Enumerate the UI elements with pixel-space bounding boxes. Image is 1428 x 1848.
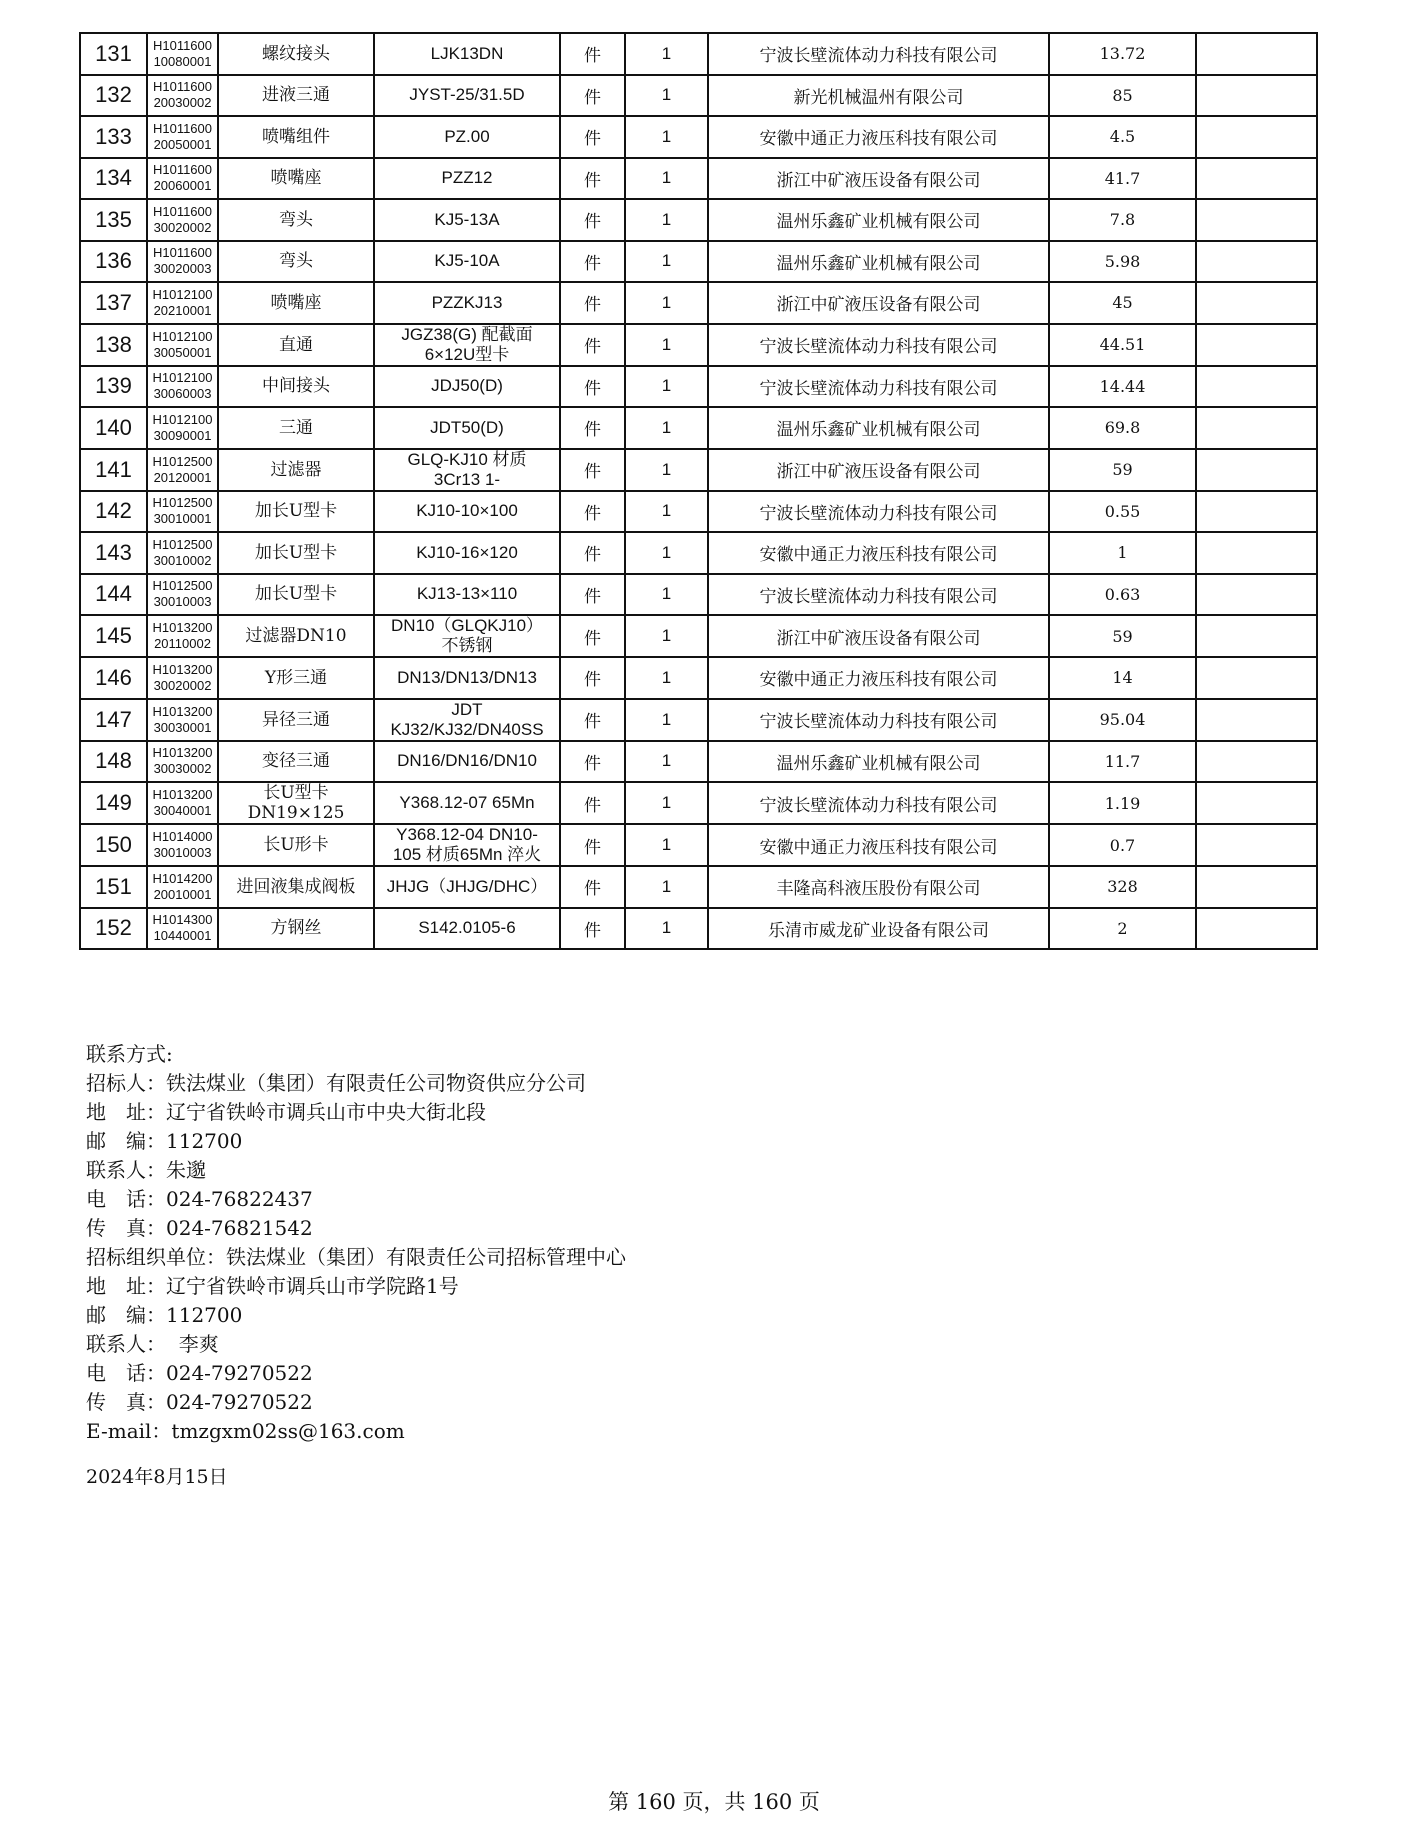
remark-cell — [1196, 699, 1317, 741]
material-code-line: H1013200 — [152, 661, 213, 677]
table-row — [80, 491, 1317, 533]
table-row — [80, 657, 1317, 699]
item-quantity: 1 — [625, 908, 708, 950]
contact-line: 邮 编：112700 — [86, 1129, 243, 1153]
material-code — [147, 615, 218, 657]
remark-cell — [1196, 657, 1317, 699]
item-spec-line: KJ32/KJ32/DN40SS — [390, 719, 544, 739]
material-code-line: 20110002 — [154, 636, 211, 651]
material-code-line: 30010003 — [153, 594, 212, 610]
remark-cell — [1196, 449, 1317, 491]
item-quantity: 1 — [625, 33, 708, 75]
row-number: 152 — [80, 908, 147, 950]
table-row — [80, 33, 1317, 75]
contact-info — [86, 1040, 986, 1446]
item-spec — [374, 324, 560, 366]
material-code-line: 30030001 — [153, 719, 212, 735]
item-name: 直通 — [218, 324, 374, 366]
supplier-name: 温州乐鑫矿业机械有限公司 — [708, 741, 1049, 783]
item-unit: 件 — [560, 282, 625, 324]
item-spec — [374, 824, 560, 866]
row-number: 140 — [80, 407, 147, 449]
item-spec-line: GLQ-KJ10 材质 — [407, 449, 527, 469]
contact-line: 传 真：024-79270522 — [86, 1390, 313, 1414]
item-quantity: 1 — [625, 574, 708, 616]
material-code — [147, 491, 218, 533]
unit-price: 0.63 — [1049, 574, 1196, 616]
supplier-name: 宁波长壁流体动力科技有限公司 — [708, 324, 1049, 366]
table-row — [80, 741, 1317, 783]
item-name: 加长U型卡 — [218, 532, 374, 574]
material-code-line: 20030002 — [153, 95, 212, 111]
supplier-name: 安徽中通正力液压科技有限公司 — [708, 116, 1049, 158]
unit-price: 328 — [1049, 866, 1196, 908]
material-code — [147, 116, 218, 158]
item-spec — [374, 699, 560, 741]
remark-cell — [1196, 116, 1317, 158]
supplier-name: 浙江中矿液压设备有限公司 — [708, 449, 1049, 491]
item-unit: 件 — [560, 615, 625, 657]
item-spec: KJ13-13×110 — [374, 574, 560, 616]
item-name: 弯头 — [218, 241, 374, 283]
unit-price: 1 — [1049, 532, 1196, 574]
remark-cell — [1196, 782, 1317, 824]
material-code-line: H1011600 — [152, 203, 213, 219]
unit-price: 41.7 — [1049, 158, 1196, 200]
supplier-name: 浙江中矿液压设备有限公司 — [708, 282, 1049, 324]
unit-price: 4.5 — [1049, 116, 1196, 158]
material-code-line: H1013200 — [152, 745, 213, 761]
unit-price: 1.19 — [1049, 782, 1196, 824]
material-code-line: H1012500 — [152, 578, 213, 594]
item-quantity: 1 — [625, 491, 708, 533]
item-spec: PZZKJ13 — [374, 282, 560, 324]
item-unit: 件 — [560, 158, 625, 200]
remark-cell — [1196, 824, 1317, 866]
item-spec: JDJ50(D) — [374, 366, 560, 408]
material-code-line: 30020002 — [153, 219, 212, 235]
unit-price: 0.55 — [1049, 491, 1196, 533]
row-number: 148 — [80, 741, 147, 783]
material-code-line: 30010001 — [153, 511, 212, 527]
item-unit: 件 — [560, 866, 625, 908]
material-code-line: 20010001 — [153, 886, 212, 902]
item-quantity: 1 — [625, 282, 708, 324]
material-code-line: H1014200 — [152, 870, 213, 886]
supplier-name: 宁波长壁流体动力科技有限公司 — [708, 782, 1049, 824]
remark-cell — [1196, 199, 1317, 241]
material-code-line: H1013200 — [152, 787, 213, 802]
supplier-name: 宁波长壁流体动力科技有限公司 — [708, 33, 1049, 75]
material-code — [147, 199, 218, 241]
supplier-name: 宁波长壁流体动力科技有限公司 — [708, 699, 1049, 741]
item-name: 过滤器 — [218, 449, 374, 491]
item-spec — [374, 449, 560, 491]
item-name-line: 长U型卡 — [263, 783, 329, 803]
item-name: 螺纹接头 — [218, 33, 374, 75]
table-row — [80, 574, 1317, 616]
item-unit: 件 — [560, 532, 625, 574]
table-row — [80, 866, 1317, 908]
row-number: 145 — [80, 615, 147, 657]
row-number: 131 — [80, 33, 147, 75]
item-spec: KJ10-10×100 — [374, 491, 560, 533]
item-unit: 件 — [560, 699, 625, 741]
item-spec: KJ5-13A — [374, 199, 560, 241]
material-code-line: H1012500 — [152, 536, 213, 552]
item-quantity: 1 — [625, 782, 708, 824]
table-row — [80, 199, 1317, 241]
item-name: 喷嘴座 — [218, 282, 374, 324]
table-row — [80, 449, 1317, 491]
row-number: 143 — [80, 532, 147, 574]
contact-line: 电 话：024-79270522 — [86, 1361, 313, 1385]
row-number: 138 — [80, 324, 147, 366]
document-date: 2024年8月15日 — [86, 1466, 228, 1488]
unit-price: 69.8 — [1049, 407, 1196, 449]
unit-price: 0.7 — [1049, 824, 1196, 866]
item-spec: DN16/DN16/DN10 — [374, 741, 560, 783]
material-code-line: 20120001 — [153, 469, 212, 485]
item-spec: KJ10-16×120 — [374, 532, 560, 574]
unit-price: 2 — [1049, 908, 1196, 950]
remark-cell — [1196, 532, 1317, 574]
material-code — [147, 75, 218, 117]
table-row — [80, 324, 1317, 366]
item-quantity: 1 — [625, 615, 708, 657]
item-name: 过滤器DN10 — [218, 615, 374, 657]
item-name: 中间接头 — [218, 366, 374, 408]
item-spec-line: Y368.12-04 DN10- — [396, 825, 538, 844]
item-unit: 件 — [560, 116, 625, 158]
material-code — [147, 324, 218, 366]
item-quantity: 1 — [625, 657, 708, 699]
item-spec — [374, 615, 560, 657]
item-quantity: 1 — [625, 116, 708, 158]
supplier-name: 安徽中通正力液压科技有限公司 — [708, 532, 1049, 574]
table-row — [80, 158, 1317, 200]
item-spec-line: 105 材质65Mn 淬火 — [392, 845, 542, 864]
supplier-name: 新光机械温州有限公司 — [708, 75, 1049, 117]
item-spec-line: JDT — [451, 699, 483, 719]
unit-price: 5.98 — [1049, 241, 1196, 283]
material-code-line: H1012100 — [152, 328, 213, 344]
item-spec-line: 3Cr13 1- — [433, 469, 501, 489]
material-code-line: H1013200 — [152, 620, 213, 635]
unit-price: 59 — [1049, 615, 1196, 657]
item-spec: JYST-25/31.5D — [374, 75, 560, 117]
item-unit: 件 — [560, 574, 625, 616]
material-code-line: 20210001 — [153, 302, 212, 318]
material-code — [147, 241, 218, 283]
supplier-name: 浙江中矿液压设备有限公司 — [708, 158, 1049, 200]
item-quantity: 1 — [625, 324, 708, 366]
material-code — [147, 657, 218, 699]
material-code — [147, 866, 218, 908]
material-code-line: H1011600 — [152, 79, 213, 95]
remark-cell — [1196, 33, 1317, 75]
item-spec: PZ.00 — [374, 116, 560, 158]
material-code-line: H1011600 — [152, 120, 213, 136]
material-code-line: 30020002 — [153, 677, 212, 693]
item-unit: 件 — [560, 657, 625, 699]
row-number: 135 — [80, 199, 147, 241]
material-code — [147, 699, 218, 741]
remark-cell — [1196, 75, 1317, 117]
items-table — [79, 32, 1318, 950]
item-name: 方钢丝 — [218, 908, 374, 950]
contact-line: 地 址：辽宁省铁岭市调兵山市中央大街北段 — [86, 1100, 486, 1124]
table-row — [80, 407, 1317, 449]
item-quantity: 1 — [625, 699, 708, 741]
item-quantity: 1 — [625, 407, 708, 449]
item-name: 加长U型卡 — [218, 491, 374, 533]
material-code — [147, 532, 218, 574]
material-code-line: H1011600 — [152, 245, 213, 261]
material-code-line: H1013200 — [152, 703, 213, 719]
supplier-name: 温州乐鑫矿业机械有限公司 — [708, 241, 1049, 283]
table-row — [80, 282, 1317, 324]
unit-price: 13.72 — [1049, 33, 1196, 75]
item-name — [218, 782, 374, 824]
supplier-name: 宁波长壁流体动力科技有限公司 — [708, 491, 1049, 533]
material-code — [147, 824, 218, 866]
unit-price: 44.51 — [1049, 324, 1196, 366]
unit-price: 95.04 — [1049, 699, 1196, 741]
material-code-line: 20060001 — [153, 178, 212, 194]
item-spec-line: 不锈钢 — [441, 636, 493, 655]
item-unit: 件 — [560, 33, 625, 75]
item-name: 进回液集成阀板 — [218, 866, 374, 908]
contact-line: 招标组织单位：铁法煤业（集团）有限责任公司招标管理中心 — [86, 1245, 626, 1269]
material-code-line: 30060003 — [153, 386, 212, 402]
material-code-line: 30010003 — [153, 845, 212, 860]
row-number: 147 — [80, 699, 147, 741]
unit-price: 7.8 — [1049, 199, 1196, 241]
item-unit: 件 — [560, 824, 625, 866]
material-code-line: H1012500 — [152, 495, 213, 511]
remark-cell — [1196, 866, 1317, 908]
remark-cell — [1196, 491, 1317, 533]
item-unit: 件 — [560, 449, 625, 491]
row-number: 149 — [80, 782, 147, 824]
item-unit: 件 — [560, 491, 625, 533]
item-unit: 件 — [560, 241, 625, 283]
material-code-line: H1014300 — [152, 912, 213, 928]
item-spec: PZZ12 — [374, 158, 560, 200]
item-quantity: 1 — [625, 158, 708, 200]
material-code — [147, 366, 218, 408]
remark-cell — [1196, 158, 1317, 200]
table-row — [80, 241, 1317, 283]
item-unit: 件 — [560, 908, 625, 950]
item-name: 喷嘴座 — [218, 158, 374, 200]
row-number: 133 — [80, 116, 147, 158]
material-code-line: 10080001 — [153, 53, 212, 69]
item-spec: KJ5-10A — [374, 241, 560, 283]
material-code — [147, 908, 218, 950]
row-number: 137 — [80, 282, 147, 324]
item-unit: 件 — [560, 75, 625, 117]
item-quantity: 1 — [625, 449, 708, 491]
row-number: 141 — [80, 449, 147, 491]
unit-price: 45 — [1049, 282, 1196, 324]
table-row — [80, 532, 1317, 574]
item-quantity: 1 — [625, 366, 708, 408]
material-code-line: 30090001 — [153, 427, 212, 443]
material-code-line: 30030002 — [153, 761, 212, 777]
item-quantity: 1 — [625, 866, 708, 908]
contact-line: 联系人： 李爽 — [86, 1332, 219, 1356]
material-code — [147, 741, 218, 783]
item-name: 变径三通 — [218, 741, 374, 783]
item-unit: 件 — [560, 199, 625, 241]
material-code-line: H1012100 — [152, 370, 213, 386]
item-name: 长U形卡 — [218, 824, 374, 866]
remark-cell — [1196, 615, 1317, 657]
table-row — [80, 615, 1317, 657]
item-name: 加长U型卡 — [218, 574, 374, 616]
contact-line: 地 址：辽宁省铁岭市调兵山市学院路1号 — [86, 1274, 459, 1298]
material-code — [147, 33, 218, 75]
contact-line: 联系方式: — [86, 1042, 173, 1066]
items-table-body — [80, 33, 1317, 949]
material-code — [147, 158, 218, 200]
unit-price: 11.7 — [1049, 741, 1196, 783]
item-unit: 件 — [560, 782, 625, 824]
material-code-line: 30050001 — [153, 344, 212, 360]
table-row — [80, 75, 1317, 117]
supplier-name: 安徽中通正力液压科技有限公司 — [708, 824, 1049, 866]
remark-cell — [1196, 324, 1317, 366]
row-number: 146 — [80, 657, 147, 699]
material-code — [147, 449, 218, 491]
supplier-name: 宁波长壁流体动力科技有限公司 — [708, 574, 1049, 616]
table-row — [80, 824, 1317, 866]
item-name: 进液三通 — [218, 75, 374, 117]
item-quantity: 1 — [625, 532, 708, 574]
item-spec: DN13/DN13/DN13 — [374, 657, 560, 699]
remark-cell — [1196, 908, 1317, 950]
material-code-line: 30040001 — [153, 803, 212, 818]
item-spec-line: 6×12U型卡 — [424, 344, 510, 364]
material-code-line: H1014000 — [152, 829, 213, 844]
remark-cell — [1196, 241, 1317, 283]
page-footer: 第 160 页，共 160 页 — [608, 1790, 820, 1814]
item-name: 喷嘴组件 — [218, 116, 374, 158]
table-row — [80, 782, 1317, 824]
unit-price: 14.44 — [1049, 366, 1196, 408]
table-row — [80, 908, 1317, 950]
unit-price: 14 — [1049, 657, 1196, 699]
row-number: 150 — [80, 824, 147, 866]
row-number: 142 — [80, 491, 147, 533]
supplier-name: 温州乐鑫矿业机械有限公司 — [708, 199, 1049, 241]
item-name: 异径三通 — [218, 699, 374, 741]
material-code-line: H1011600 — [152, 162, 213, 178]
item-name: Y形三通 — [218, 657, 374, 699]
remark-cell — [1196, 574, 1317, 616]
material-code-line: 30010002 — [153, 552, 212, 568]
row-number: 144 — [80, 574, 147, 616]
contact-line: 电 话：024-76822437 — [86, 1187, 313, 1211]
row-number: 132 — [80, 75, 147, 117]
item-name: 弯头 — [218, 199, 374, 241]
supplier-name: 乐清市威龙矿业设备有限公司 — [708, 908, 1049, 950]
unit-price: 85 — [1049, 75, 1196, 117]
row-number: 134 — [80, 158, 147, 200]
supplier-name: 温州乐鑫矿业机械有限公司 — [708, 407, 1049, 449]
item-unit: 件 — [560, 407, 625, 449]
item-spec-line: DN10（GLQKJ10） — [390, 616, 544, 635]
table-row — [80, 116, 1317, 158]
item-quantity: 1 — [625, 199, 708, 241]
row-number: 139 — [80, 366, 147, 408]
item-quantity: 1 — [625, 741, 708, 783]
contact-line: 邮 编：112700 — [86, 1303, 243, 1327]
material-code-line: 10440001 — [153, 928, 212, 944]
supplier-name: 安徽中通正力液压科技有限公司 — [708, 657, 1049, 699]
material-code-line: H1012100 — [152, 411, 213, 427]
remark-cell — [1196, 366, 1317, 408]
item-unit: 件 — [560, 366, 625, 408]
item-spec: JDT50(D) — [374, 407, 560, 449]
item-spec-line: JGZ38(G) 配截面 — [401, 324, 533, 344]
item-quantity: 1 — [625, 824, 708, 866]
material-code-line: 30020003 — [153, 261, 212, 277]
item-name: 三通 — [218, 407, 374, 449]
table-row — [80, 366, 1317, 408]
material-code — [147, 407, 218, 449]
row-number: 151 — [80, 866, 147, 908]
table-row — [80, 699, 1317, 741]
material-code-line: H1011600 — [152, 37, 213, 53]
item-spec: LJK13DN — [374, 33, 560, 75]
item-spec: S142.0105-6 — [374, 908, 560, 950]
remark-cell — [1196, 407, 1317, 449]
remark-cell — [1196, 741, 1317, 783]
supplier-name: 丰隆高科液压股份有限公司 — [708, 866, 1049, 908]
item-name-line: DN19×125 — [247, 803, 345, 823]
item-spec: JHJG（JHJG/DHC） — [374, 866, 560, 908]
material-code — [147, 282, 218, 324]
contact-line: 招标人：铁法煤业（集团）有限责任公司物资供应分公司 — [86, 1071, 586, 1095]
material-code-line: H1012500 — [152, 453, 213, 469]
remark-cell — [1196, 282, 1317, 324]
item-unit: 件 — [560, 324, 625, 366]
item-quantity: 1 — [625, 241, 708, 283]
material-code — [147, 782, 218, 824]
supplier-name: 宁波长壁流体动力科技有限公司 — [708, 366, 1049, 408]
contact-line: 联系人：朱邈 — [86, 1158, 206, 1182]
row-number: 136 — [80, 241, 147, 283]
item-spec: Y368.12-07 65Mn — [374, 782, 560, 824]
contact-line: 传 真：024-76821542 — [86, 1216, 313, 1240]
unit-price: 59 — [1049, 449, 1196, 491]
material-code-line: H1012100 — [152, 286, 213, 302]
supplier-name: 浙江中矿液压设备有限公司 — [708, 615, 1049, 657]
item-unit: 件 — [560, 741, 625, 783]
material-code — [147, 574, 218, 616]
material-code-line: 20050001 — [153, 136, 212, 152]
contact-line: E-mail：tmzgxm02ss@163.com — [86, 1419, 405, 1443]
item-quantity: 1 — [625, 75, 708, 117]
